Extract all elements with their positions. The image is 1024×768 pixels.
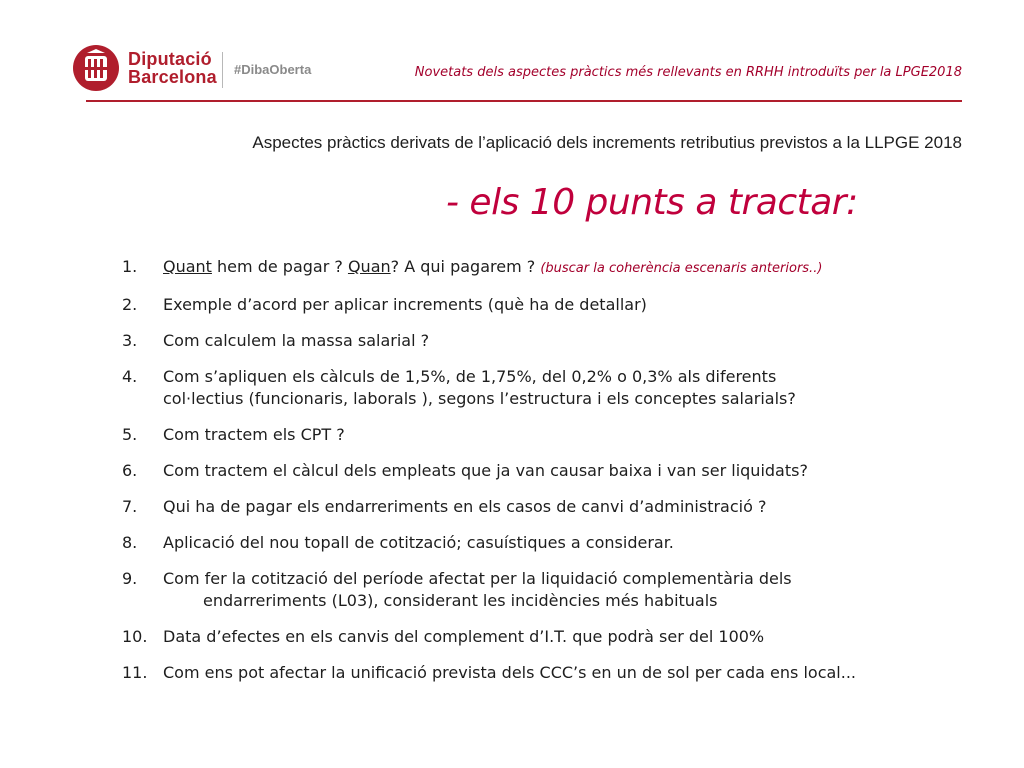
item-number: 6. xyxy=(122,461,138,480)
item-line: Com fer la cotització del període afectat per la liquidació complementària dels xyxy=(163,569,792,588)
list-item xyxy=(122,424,982,446)
list-item xyxy=(122,366,982,410)
list-item xyxy=(122,294,982,316)
item-number: 10. xyxy=(122,627,148,646)
list-item xyxy=(122,496,982,518)
list-item xyxy=(122,568,982,612)
list-item xyxy=(122,256,982,280)
brand-line-1: Diputació xyxy=(128,49,212,69)
item-number: 8. xyxy=(122,533,138,552)
item-number: 9. xyxy=(122,569,138,588)
header-title: Novetats dels aspectes pràctics més rellevants en RRHH introduïts per la LPGE2018 xyxy=(414,65,962,80)
brand-separator xyxy=(222,52,223,88)
item-number: 1. xyxy=(122,257,138,276)
list-item xyxy=(122,532,982,554)
item-number: 7. xyxy=(122,497,138,516)
item-fragment: Quan xyxy=(347,257,391,276)
list-item xyxy=(122,626,982,648)
points-list xyxy=(122,256,982,698)
item-text: Com calculem la massa salarial ? xyxy=(163,331,430,350)
item-fragment: Quant xyxy=(163,257,212,276)
item-text: Aplicació del nou topall de cotització; casuístiques a considerar. xyxy=(163,533,674,552)
item-line: endarreriments (L03), considerant les incidències més habituals xyxy=(203,591,718,610)
item-text: Com ens pot afectar la unificació prevista dels CCC’s en un de sol per cada ens local... xyxy=(163,663,856,682)
item-number: 11. xyxy=(122,663,148,682)
item-text: Data d’efectes en els canvis del complement d’I.T. que podrà ser del 100% xyxy=(163,627,765,646)
item-line: Com s’apliquen els càlculs de 1,5%, de 1,75%, del 0,2% o 0,3% als diferents xyxy=(163,367,777,386)
item-text xyxy=(163,366,982,410)
item-number: 3. xyxy=(122,331,138,350)
item-number: 5. xyxy=(122,425,138,444)
item-text: Qui ha de pagar els endarreriments en els casos de canvi d’administració ? xyxy=(163,497,767,516)
item-text: Exemple d’acord per aplicar increments (què ha de detallar) xyxy=(163,295,647,314)
hashtag: #DibaOberta xyxy=(234,62,312,77)
slide-heading: - els 10 punts a tractar: xyxy=(446,182,858,223)
diputacio-barcelona-logo-icon xyxy=(72,44,120,92)
list-item xyxy=(122,662,982,684)
item-note: (buscar la coherència escenaris anteriors..) xyxy=(540,261,823,276)
brand-line-2: Barcelona xyxy=(128,67,217,87)
item-text xyxy=(163,256,982,280)
header-divider xyxy=(86,100,962,102)
list-item xyxy=(122,330,982,352)
item-fragment: hem de pagar ? xyxy=(211,257,348,276)
item-text: Com tractem el càlcul dels empleats que ja van causar baixa i van ser liquidats? xyxy=(163,461,808,480)
item-number: 2. xyxy=(122,295,138,314)
item-number: 4. xyxy=(122,367,138,386)
slide-subtitle: Aspectes pràctics derivats de l’aplicació dels increments retributius previstos a la LLPGE 2018 xyxy=(252,133,962,152)
item-text xyxy=(163,568,982,612)
list-item xyxy=(122,460,982,482)
brand-name xyxy=(128,50,217,86)
item-line: col·lectius (funcionaris, laborals ), segons l’estructura i els conceptes salarials? xyxy=(163,389,796,408)
item-text: Com tractem els CPT ? xyxy=(163,425,345,444)
item-fragment: ? A qui pagarem ? xyxy=(390,257,541,276)
